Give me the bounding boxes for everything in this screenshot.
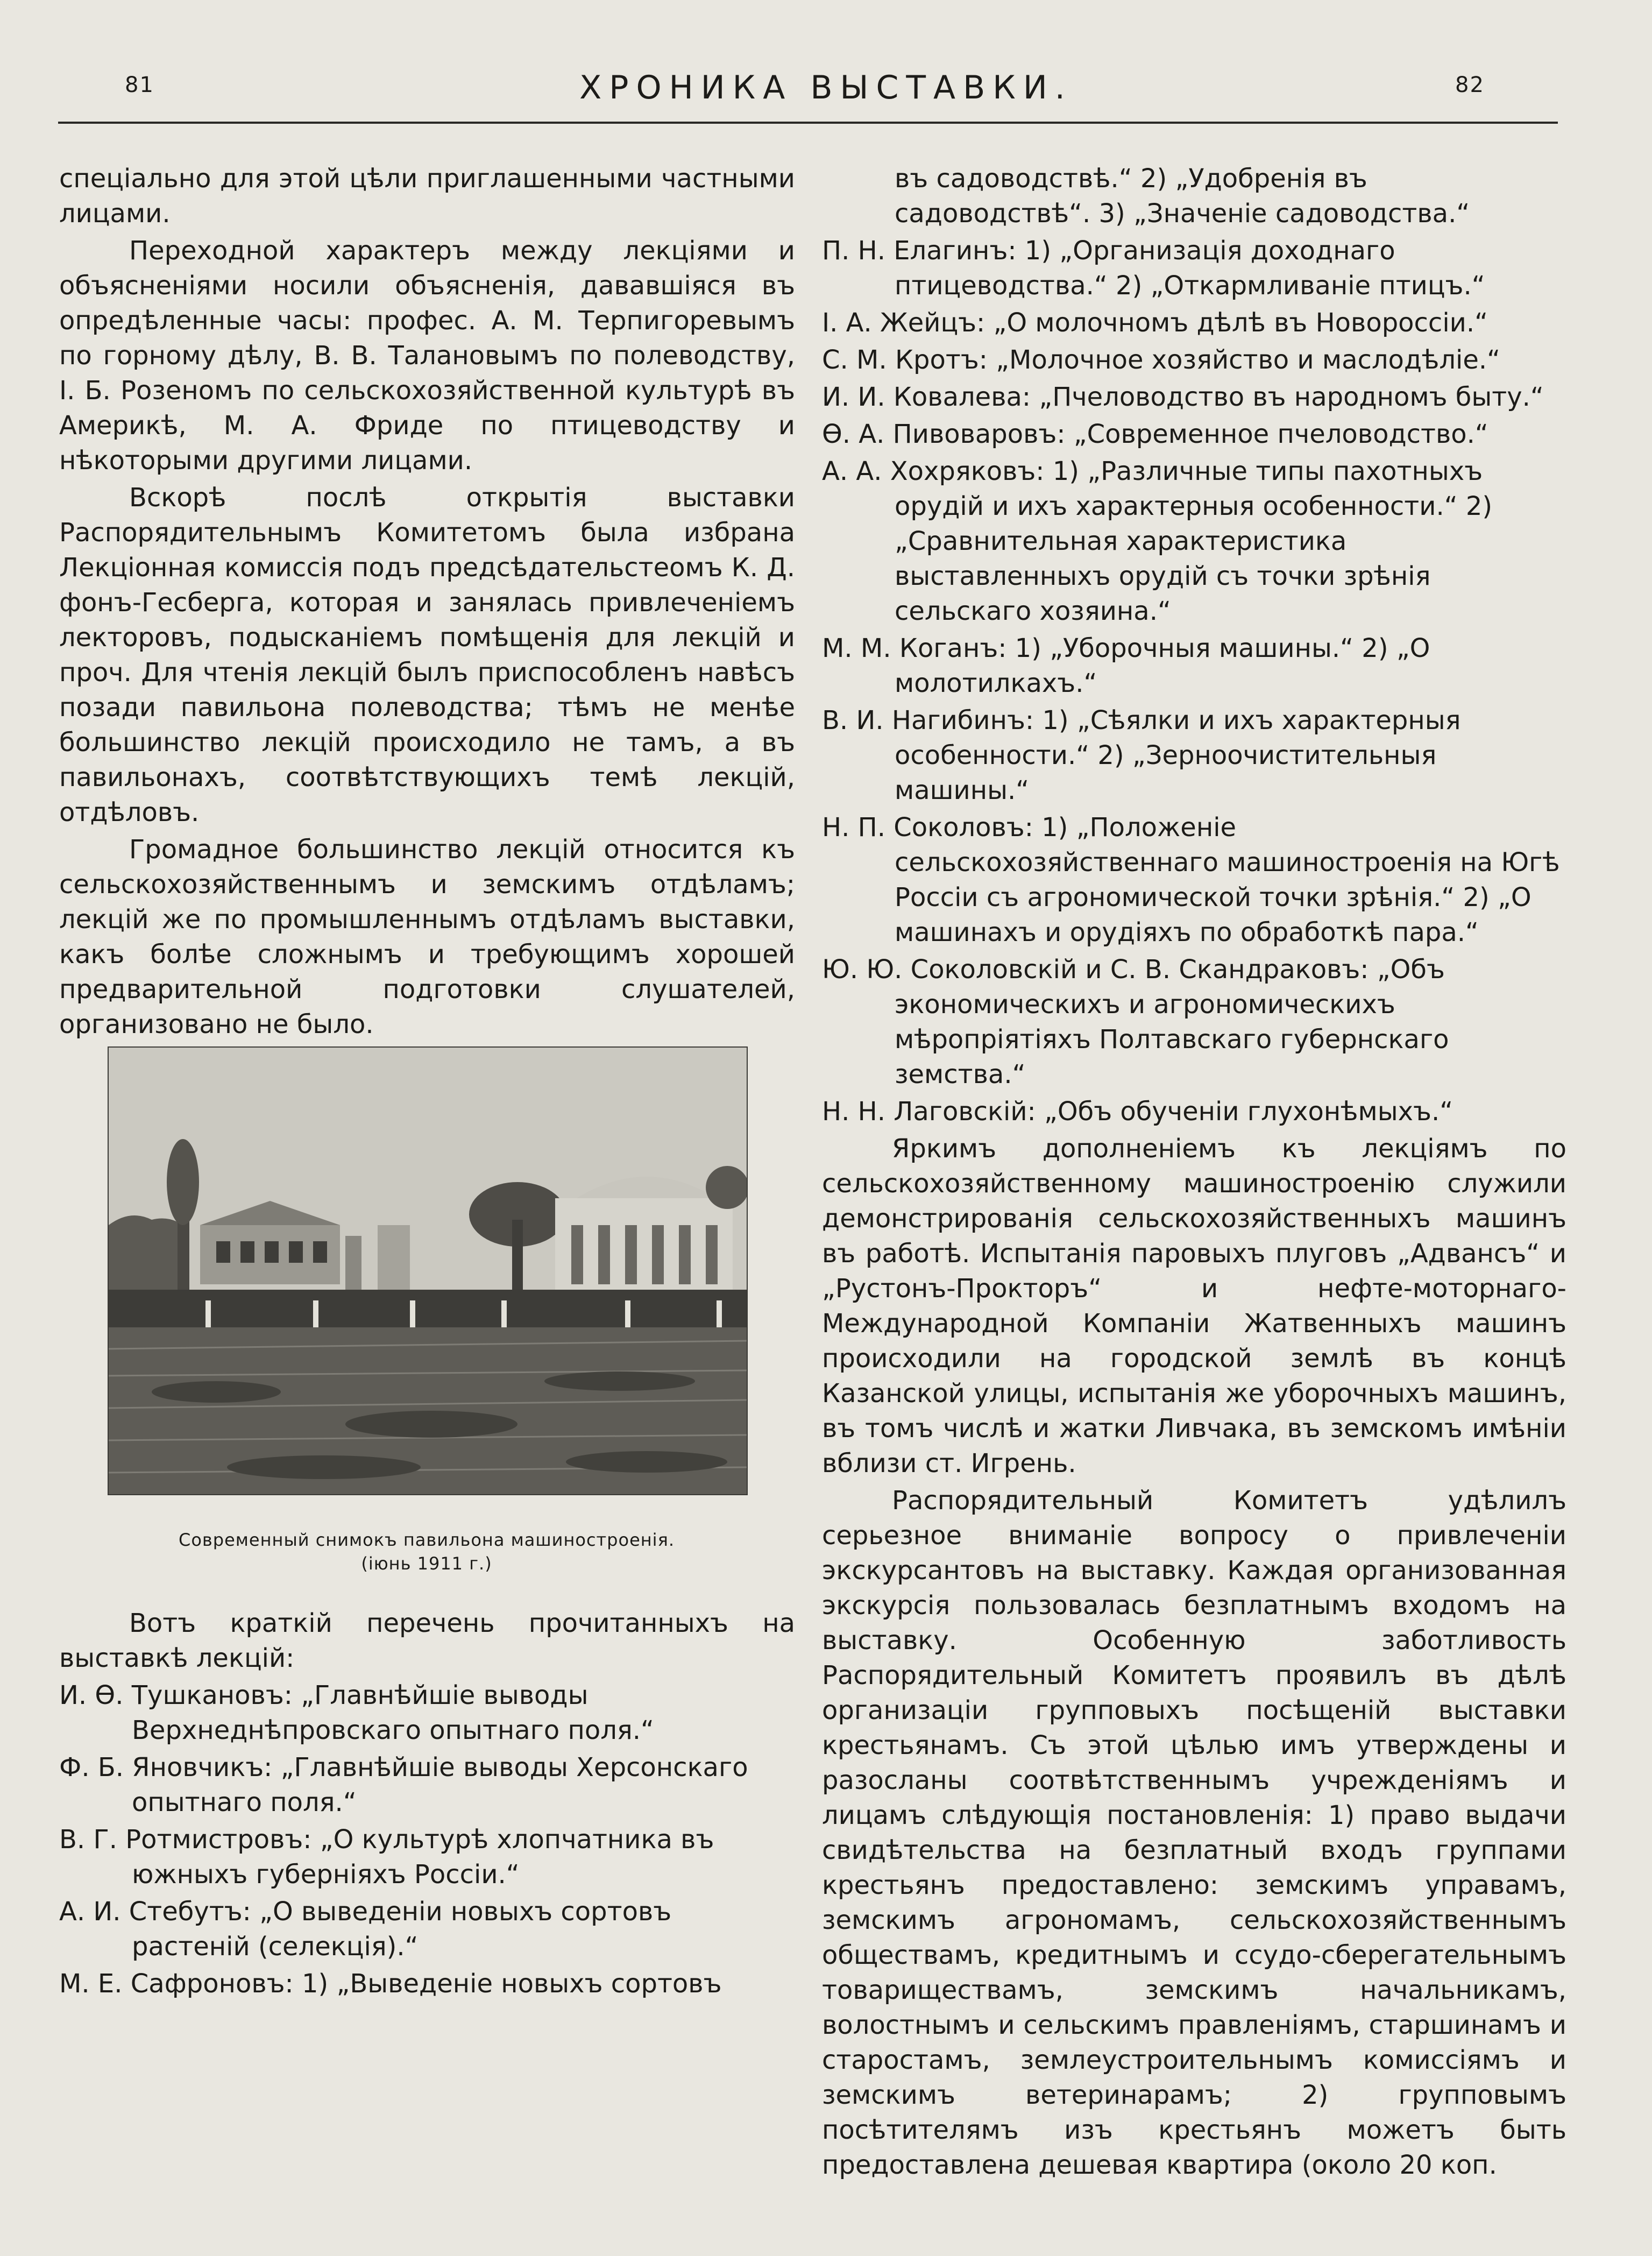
lecture-entry: П. Н. Елагинъ: 1) „Организація доходнаго птицеводства.“ 2) „Откармливаніе птицъ.“ [822,236,1485,301]
lecture-entry: А. И. Стебутъ: „О выведеніи новыхъ сортовъ растеній (селекція).“ [59,1897,672,1962]
running-title: ХРОНИКА ВЫСТАВКИ. [579,69,1073,107]
lecture-entry: Н. П. Соколовъ: 1) „Положеніе сельскохозяйственнаго машиностроенія на Югѣ Россіи съ агрономической точки зрѣнія.“ 2) „О машинахъ и орудіяхъ по обработкѣ пара.“ [822,812,1560,947]
paragraph: Громадное большинство лекцій относится къ сельскохозяйственнымъ и земскимъ отдѣламъ; лекцій же по промышленнымъ отдѣламъ выставки, какъ болѣе сложнымъ и требующимъ хорошей предварительной подготовки слушателей, организовано не было. [59,834,795,1039]
lecture-entry: И. Ѳ. Тушкановъ: „Главнѣйшіе выводы Верхнеднѣпровскаго опытнаго поля.“ [59,1680,654,1745]
left-column [59,161,795,1044]
page-number-left: 81 [125,73,154,97]
lecture-entry: Ю. Ю. Соколовскій и С. В. Скандраковъ: „Объ экономическихъ и агрономическихъ мѣропріятіяхъ Полтавскаго губернскаго земства.“ [822,954,1449,1090]
pavilion-photograph [108,1046,748,1495]
lecture-entry: М. М. Коганъ: 1) „Уборочныя машины.“ 2) „О молотилкахъ.“ [822,633,1430,698]
lecture-entry: С. М. Кротъ: „Молочное хозяйство и маслодѣліе.“ [822,345,1501,375]
lecture-entry: В. Г. Ротмистровъ: „О культурѣ хлопчатника въ южныхъ губерніяхъ Россіи.“ [59,1824,714,1890]
lecture-entry: Ѳ. А. Пивоваровъ: „Современное пчеловодство.“ [822,419,1488,449]
caption-date: (іюнь 1911 г.) [361,1553,492,1574]
lecture-entry: Н. Н. Лаговскій: „Объ обученіи глухонѣмыхъ.“ [822,1097,1454,1127]
paragraph: Вотъ краткій перечень прочитанныхъ на выставкѣ лекцій: [59,1608,795,1673]
header-rule [58,122,1558,124]
page-number-right: 82 [1455,73,1485,97]
right-column [822,161,1566,2185]
left-column-lower [59,1606,795,2004]
lecture-entry: А. А. Хохряковъ: 1) „Различные типы пахотныхъ орудій и ихъ характерныя особенности.“ 2) „Сравнительная характеристика выставленныхъ орудій съ точки зрѣнія сельскаго хозяина.“ [822,456,1493,626]
paragraph: Распорядительный Комитетъ удѣлилъ серьезное вниманіе вопросу о привлеченіи экскурсантовъ на выставку. Каждая организованная экскурсія пользовалась безплатнымъ входомъ на выставку. Особенную заботливость Распорядительный Комитетъ проявилъ въ дѣлѣ организаціи групповыхъ посѣщеній выставки крестьянамъ. Съ этой цѣлью имъ утверждены и разосланы соотвѣтственнымъ учрежденіямъ и лицамъ слѣдующія постановленія: 1) право выдачи свидѣтельства на безплатный входъ группами крестьянъ предоставлено: земскимъ управамъ, земскимъ агрономамъ, сельскохозяйственнымъ обществамъ, кредитнымъ и ссудо-сберегательнымъ товариществамъ, земскимъ начальникамъ, волостнымъ и сельскимъ правленіямъ, старшинамъ и старостамъ, землеустроительнымъ комиссіямъ и земскимъ ветеринарамъ; 2) групповымъ посѣтителямъ изъ крестьянъ можетъ быть предоставлена дешевая квартира (около 20 коп. [822,1486,1566,2180]
lecture-entry: М. Е. Сафроновъ: 1) „Выведеніе новыхъ сортовъ [59,1969,722,1999]
lecture-entry: И. И. Ковалева: „Пчеловодство въ народномъ быту.“ [822,382,1544,412]
lecture-entry: Ф. Б. Яновчикъ: „Главнѣйшіе выводы Херсонскаго опытнаго поля.“ [59,1752,748,1817]
lecture-continuation: въ садоводствѣ.“ 2) „Удобренія въ садоводствѣ“. 3) „Значеніе садоводства.“ [895,164,1470,229]
photo-caption [81,1528,772,1575]
caption-line: Современный снимокъ павильона машиностроенія. [179,1530,675,1550]
paragraph: Вскорѣ послѣ открытія выставки Распорядительнымъ Комитетомъ была избрана Лекціонная комиссія подъ предсѣдательстеомъ К. Д. фонъ-Гесберга, которая и занялась привлеченіемъ лекторовъ, подыcканіемъ помѣщенія для лекцій и проч. Для чтенія лекцій былъ приспособленъ навѣсъ позади павильона полеводства; тѣмъ не менѣе большинство лекцій происходило не тамъ, а въ павильонахъ, соотвѣтствующихъ темѣ лекцій, отдѣловъ. [59,483,795,828]
paragraph: Переходной характеръ между лекціями и объясненіями носили объясненія, дававшіяся въ опредѣленные часы: профес. А. М. Терпигоревымъ по горному дѣлу, В. В. Талановымъ по полеводству, І. Б. Розеномъ по сельскохозяйственной культурѣ въ Америкѣ, М. А. Фриде по птицеводству и нѣкоторыми другими лицами. [59,236,795,476]
paragraph: спеціально для этой цѣли приглашенными частными лицами. [59,164,795,229]
lecture-entry: В. И. Нагибинъ: 1) „Сѣялки и ихъ характерныя особенности.“ 2) „Зерноочистительныя машины.“ [822,705,1461,805]
lecture-entry: І. А. Жейцъ: „О молочномъ дѣлѣ въ Новороссіи.“ [822,308,1488,338]
paragraph: Яркимъ дополненіемъ къ лекціямъ по сельскохозяйственному машиностроенію служили демонстрированія сельскохозяйственныхъ машинъ въ работѣ. Испытанія паровыхъ плуговъ „Адвансъ“ и „Рустонъ-Прокторъ“ и нефте-моторнаго-Международной Компаніи Жатвенныхъ машинъ происходили на городской землѣ въ концѣ Казанской улицы, испытанія же уборочныхъ машинъ, въ томъ числѣ и жатки Ливчака, въ земскомъ имѣніи вблизи ст. Игрень. [822,1134,1566,1479]
